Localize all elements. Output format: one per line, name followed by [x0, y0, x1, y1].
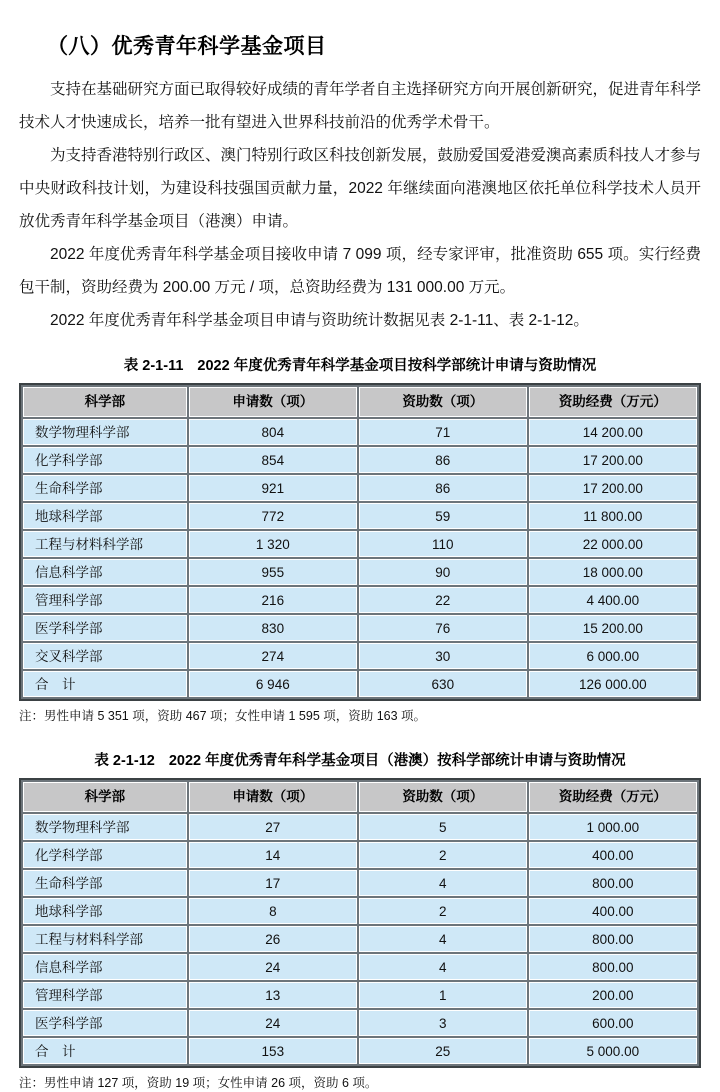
table-2-caption-text: 2022 年度优秀青年科学基金项目（港澳）按科学部统计申请与资助情况 — [168, 753, 626, 769]
department-cell: 管理科学部 — [23, 587, 187, 613]
value-cell: 86 — [359, 475, 527, 501]
table-row — [23, 1010, 697, 1036]
value-cell: 600.00 — [529, 1010, 697, 1036]
value-cell: 274 — [189, 643, 357, 669]
value-cell: 126 000.00 — [529, 671, 697, 697]
value-cell: 1 000.00 — [529, 814, 697, 840]
header-cell-funding: 资助经费（万元） — [529, 782, 697, 812]
value-cell: 110 — [359, 531, 527, 557]
paragraph-4: 2022 年度优秀青年科学基金项目申请与资助统计数据见表 2-1-11、表 2-1-12。 — [50, 312, 589, 329]
value-cell: 14 200.00 — [529, 419, 697, 445]
table-total-row — [23, 671, 697, 697]
table-1-caption-text: 2022 年度优秀青年科学基金项目按科学部统计申请与资助情况 — [197, 358, 597, 374]
value-cell: 71 — [359, 419, 527, 445]
value-cell: 4 — [359, 870, 527, 896]
department-cell: 工程与材料科学部 — [23, 531, 187, 557]
table-2-note: 注：男性申请 127 项，资助 19 项；女性申请 26 项，资助 6 项。 — [19, 1076, 378, 1090]
value-cell: 25 — [359, 1038, 527, 1064]
value-cell: 11 800.00 — [529, 503, 697, 529]
department-cell: 医学科学部 — [23, 615, 187, 641]
page-title: （八）优秀青年科学基金项目 — [47, 35, 327, 58]
table-2-caption — [19, 749, 701, 770]
value-cell: 800.00 — [529, 954, 697, 980]
table-row — [23, 559, 697, 585]
header-cell-funding: 资助经费（万元） — [529, 387, 697, 417]
department-cell: 医学科学部 — [23, 1010, 187, 1036]
value-cell: 800.00 — [529, 870, 697, 896]
value-cell: 153 — [189, 1038, 357, 1064]
department-cell: 管理科学部 — [23, 982, 187, 1008]
table-1-caption — [19, 354, 701, 375]
department-cell: 工程与材料科学部 — [23, 926, 187, 952]
value-cell: 830 — [189, 615, 357, 641]
table-row — [23, 842, 697, 868]
value-cell: 15 200.00 — [529, 615, 697, 641]
table-header-row — [23, 782, 697, 812]
department-cell: 地球科学部 — [23, 898, 187, 924]
table-1-header — [23, 387, 697, 417]
value-cell: 4 — [359, 926, 527, 952]
value-cell: 18 000.00 — [529, 559, 697, 585]
value-cell: 630 — [359, 671, 527, 697]
value-cell: 3 — [359, 1010, 527, 1036]
header-cell-applications: 申请数（项） — [189, 387, 357, 417]
value-cell: 27 — [189, 814, 357, 840]
header-cell-funded: 资助数（项） — [359, 387, 527, 417]
table-total-row — [23, 1038, 697, 1064]
value-cell: 17 — [189, 870, 357, 896]
value-cell: 17 200.00 — [529, 447, 697, 473]
value-cell: 1 320 — [189, 531, 357, 557]
table-2-block — [19, 749, 701, 1092]
table-1-note: 注：男性申请 5 351 项，资助 467 项；女性申请 1 595 项，资助 163 项。 — [19, 709, 427, 723]
value-cell: 59 — [359, 503, 527, 529]
value-cell: 4 400.00 — [529, 587, 697, 613]
value-cell: 8 — [189, 898, 357, 924]
table-row — [23, 870, 697, 896]
value-cell: 921 — [189, 475, 357, 501]
statistics-table-2 — [19, 778, 701, 1068]
table-1-caption-number: 表 2-1-11 — [123, 358, 184, 374]
value-cell: 22 — [359, 587, 527, 613]
value-cell: 200.00 — [529, 982, 697, 1008]
value-cell: 400.00 — [529, 842, 697, 868]
table-row — [23, 982, 697, 1008]
table-2-body — [23, 814, 697, 1064]
value-cell: 5 000.00 — [529, 1038, 697, 1064]
statistics-table-1 — [19, 383, 701, 701]
department-cell: 合 计 — [23, 671, 187, 697]
value-cell: 22 000.00 — [529, 531, 697, 557]
table-2-header — [23, 782, 697, 812]
table-row — [23, 531, 697, 557]
header-cell-department: 科学部 — [23, 782, 187, 812]
value-cell: 955 — [189, 559, 357, 585]
value-cell: 804 — [189, 419, 357, 445]
value-cell: 1 — [359, 982, 527, 1008]
value-cell: 772 — [189, 503, 357, 529]
value-cell: 26 — [189, 926, 357, 952]
table-row — [23, 954, 697, 980]
value-cell: 6 946 — [189, 671, 357, 697]
table-header-row — [23, 387, 697, 417]
table-row — [23, 898, 697, 924]
department-cell: 数学物理科学部 — [23, 814, 187, 840]
header-cell-department: 科学部 — [23, 387, 187, 417]
table-1-block — [19, 354, 701, 725]
table-row — [23, 447, 697, 473]
department-cell: 信息科学部 — [23, 559, 187, 585]
table-row — [23, 615, 697, 641]
paragraph-1: 支持在基础研究方面已取得较好成绩的青年学者自主选择研究方向开展创新研究，促进青年科学技术人才快速成长，培养一批有望进入世界科技前沿的优秀学术骨干。 — [19, 81, 702, 131]
table-1-body — [23, 419, 697, 697]
value-cell: 76 — [359, 615, 527, 641]
department-cell: 化学科学部 — [23, 842, 187, 868]
department-cell: 生命科学部 — [23, 475, 187, 501]
value-cell: 400.00 — [529, 898, 697, 924]
value-cell: 30 — [359, 643, 527, 669]
value-cell: 13 — [189, 982, 357, 1008]
value-cell: 2 — [359, 898, 527, 924]
department-cell: 交叉科学部 — [23, 643, 187, 669]
department-cell: 生命科学部 — [23, 870, 187, 896]
header-cell-applications: 申请数（项） — [189, 782, 357, 812]
value-cell: 2 — [359, 842, 527, 868]
table-row — [23, 419, 697, 445]
value-cell: 86 — [359, 447, 527, 473]
table-row — [23, 814, 697, 840]
value-cell: 4 — [359, 954, 527, 980]
department-cell: 信息科学部 — [23, 954, 187, 980]
value-cell: 6 000.00 — [529, 643, 697, 669]
paragraph-2: 为支持香港特别行政区、澳门特别行政区科技创新发展，鼓励爱国爱港爱澳高素质科技人才参与中央财政科技计划，为建设科技强国贡献力量，2022 年继续面向港澳地区依托单位科学技术人员开放优秀青年科学基金项目（港澳）申请。 — [19, 147, 702, 230]
department-cell: 地球科学部 — [23, 503, 187, 529]
table-row — [23, 587, 697, 613]
department-cell: 化学科学部 — [23, 447, 187, 473]
paragraph-3: 2022 年度优秀青年科学基金项目接收申请 7 099 项，经专家评审，批准资助 655 项。实行经费包干制，资助经费为 200.00 万元 / 项，总资助经费为 131 000.00 万元。 — [19, 246, 701, 296]
table-row — [23, 643, 697, 669]
value-cell: 90 — [359, 559, 527, 585]
value-cell: 5 — [359, 814, 527, 840]
value-cell: 854 — [189, 447, 357, 473]
value-cell: 24 — [189, 1010, 357, 1036]
value-cell: 24 — [189, 954, 357, 980]
value-cell: 800.00 — [529, 926, 697, 952]
table-row — [23, 503, 697, 529]
table-row — [23, 475, 697, 501]
department-cell: 数学物理科学部 — [23, 419, 187, 445]
table-2-caption-number: 表 2-1-12 — [94, 753, 155, 769]
value-cell: 14 — [189, 842, 357, 868]
department-cell: 合 计 — [23, 1038, 187, 1064]
table-row — [23, 926, 697, 952]
value-cell: 216 — [189, 587, 357, 613]
value-cell: 17 200.00 — [529, 475, 697, 501]
header-cell-funded: 资助数（项） — [359, 782, 527, 812]
body-text — [19, 73, 701, 337]
